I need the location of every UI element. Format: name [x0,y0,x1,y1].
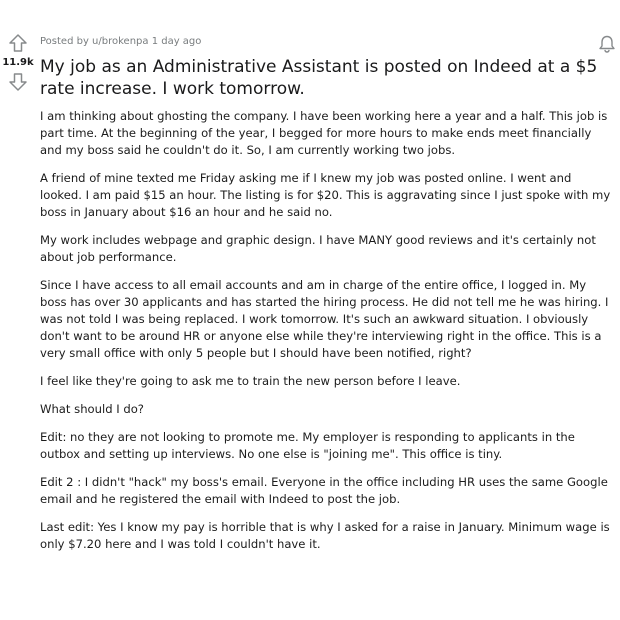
post-paragraph: Last edit: Yes I know my pay is horrible that is why I asked for a raise in January. Minimum wage is only $7.20 here and I was told I couldn't have it. [40,520,610,551]
vote-column [0,34,36,91]
post-title[interactable]: My job as an Administrative Assistant is posted on Indeed at a $5 rate increase. I work tomorrow. [40,57,598,99]
upvote-arrow-icon [8,34,28,52]
post-paragraph: Edit 2 : I didn't "hack" my boss's email. Everyone in the office including HR uses the same Google email and he registered the email with Indeed to post the job. [40,475,608,506]
post-meta: Posted by u/brokenpa 1 day ago [40,36,202,47]
vote-score: 11.9k [2,57,34,68]
post-body [40,108,615,564]
post-paragraph: What should I do? [40,402,144,416]
post-paragraph: Since I have access to all email accounts and am in charge of the entire office, I logged in. My boss has over 30 applicants and has started the hiring process. He did not tell me he was hiring. I was not told I was being replaced. I work tomorrow. It's such an awkward situation. I obviously don't want to be around HR or anyone else while they're interviewing right in the office. This is a very small office with only 5 people but I should have been notified, right? [40,278,609,360]
upvote-button[interactable] [8,34,28,52]
bell-icon [597,34,617,54]
post-paragraph: Edit: no they are not looking to promote me. My employer is responding to applicants in the outbox and setting up interviews. No one else is "joining me". This office is tiny. [40,430,575,461]
notification-bell-button[interactable] [597,34,617,54]
post-paragraph: A friend of mine texted me Friday asking me if I knew my job was posted online. I went and looked. I am paid $15 an hour. The listing is for $20. This is aggravating since I just spoke with my boss in January about $16 an hour and he said no. [40,171,611,219]
post-paragraph: I am thinking about ghosting the company. I have been working here a year and a half. This job is part time. At the beginning of the year, I begged for more hours to make ends meet financially and my boss said he couldn't do it. So, I am currently working two jobs. [40,109,608,157]
downvote-arrow-icon [8,73,28,91]
downvote-button[interactable] [8,73,28,91]
post-paragraph: I feel like they're going to ask me to train the new person before I leave. [40,374,461,388]
post-paragraph: My work includes webpage and graphic design. I have MANY good reviews and it's certainly not about job performance. [40,233,596,264]
